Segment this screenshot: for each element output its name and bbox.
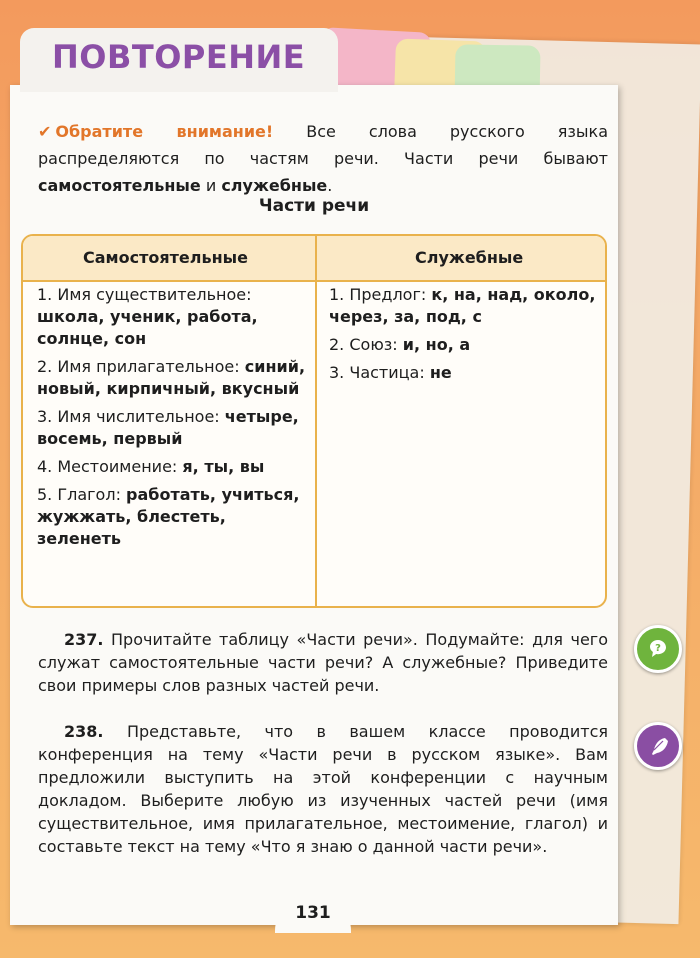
- list-item: [37, 484, 307, 550]
- header-auxiliary: Служебные: [415, 248, 524, 267]
- exercise-text: Прочитайте таблицу «Части речи». Подумайте: для чего служат самостоятельные части речи? А служебные? Приведите свои примеры слов разных частей речи.: [38, 630, 608, 695]
- auxiliary-column: [329, 284, 599, 390]
- note-bold-independent: самостоятельные: [38, 176, 201, 195]
- item-words: работать, учиться, жужжать, блестеть, зеленеть: [37, 485, 300, 548]
- item-words: синий, новый, кирпичный, вкусный: [37, 357, 306, 398]
- attention-note: [38, 118, 608, 199]
- pen-icon: [634, 722, 682, 770]
- question-bubble-icon: [646, 637, 670, 661]
- svg-text:?: ?: [655, 643, 661, 654]
- list-item: [329, 284, 599, 328]
- list-item: [329, 334, 599, 356]
- list-item: [329, 362, 599, 384]
- independent-column: [37, 284, 307, 556]
- exercise-237: [38, 628, 608, 697]
- page-number: 131: [275, 893, 351, 933]
- item-words: и, но, а: [402, 335, 471, 354]
- question-icon: [634, 625, 682, 673]
- item-label: 5. Глагол:: [37, 485, 121, 504]
- item-label: 3. Частица:: [329, 363, 425, 382]
- parts-of-speech-table: [21, 234, 607, 608]
- item-label: 3. Имя числительное:: [37, 407, 220, 426]
- item-words: не: [429, 363, 452, 382]
- exercise-text: Представьте, что в вашем классе проводится конференция на тему «Части речи в русском языке». Вам предложили выступить на этой конференции с научным докладом. Выберите любую из изученных частей речи (имя существительное, имя прилагательное, местоимение, глагол) и составьте текст на тему «Что я знаю о данной части речи».: [38, 722, 609, 856]
- page-title: ПОВТОРЕНИЕ: [52, 38, 306, 76]
- item-label: 1. Предлог:: [329, 285, 427, 304]
- item-words: я, ты, вы: [182, 457, 265, 476]
- table-title: Части речи: [258, 196, 370, 216]
- item-label: 1. Имя существительное:: [37, 285, 252, 304]
- item-words: четыре, восемь, первый: [37, 407, 299, 448]
- item-words: к, на, над, около, через, за, под, с: [329, 285, 596, 326]
- list-item: [37, 284, 307, 350]
- note-connector: и: [205, 176, 217, 195]
- item-words: школа, ученик, работа, солнце, сон: [37, 307, 258, 348]
- header-independent: Самостоятельные: [83, 248, 248, 267]
- column-divider: [315, 236, 317, 606]
- item-label: 2. Союз:: [329, 335, 398, 354]
- list-item: [37, 456, 307, 478]
- exercise-238: [38, 720, 608, 858]
- note-bold-auxiliary: служебные: [221, 176, 328, 195]
- list-item: [37, 406, 307, 450]
- feather-pen-icon: [646, 734, 670, 758]
- note-text: Все слова русского языка распределяются по частям речи. Части речи бывают: [38, 122, 609, 168]
- list-item: [37, 356, 307, 400]
- item-label: 4. Местоимение:: [37, 457, 178, 476]
- note-end: .: [327, 176, 333, 195]
- exercise-number: 237.: [64, 630, 104, 649]
- checkmark-icon: ✔: [38, 122, 52, 141]
- item-label: 2. Имя прилагательное:: [37, 357, 240, 376]
- exercise-number: 238.: [64, 722, 104, 741]
- attention-label: Обратите внимание!: [55, 122, 274, 141]
